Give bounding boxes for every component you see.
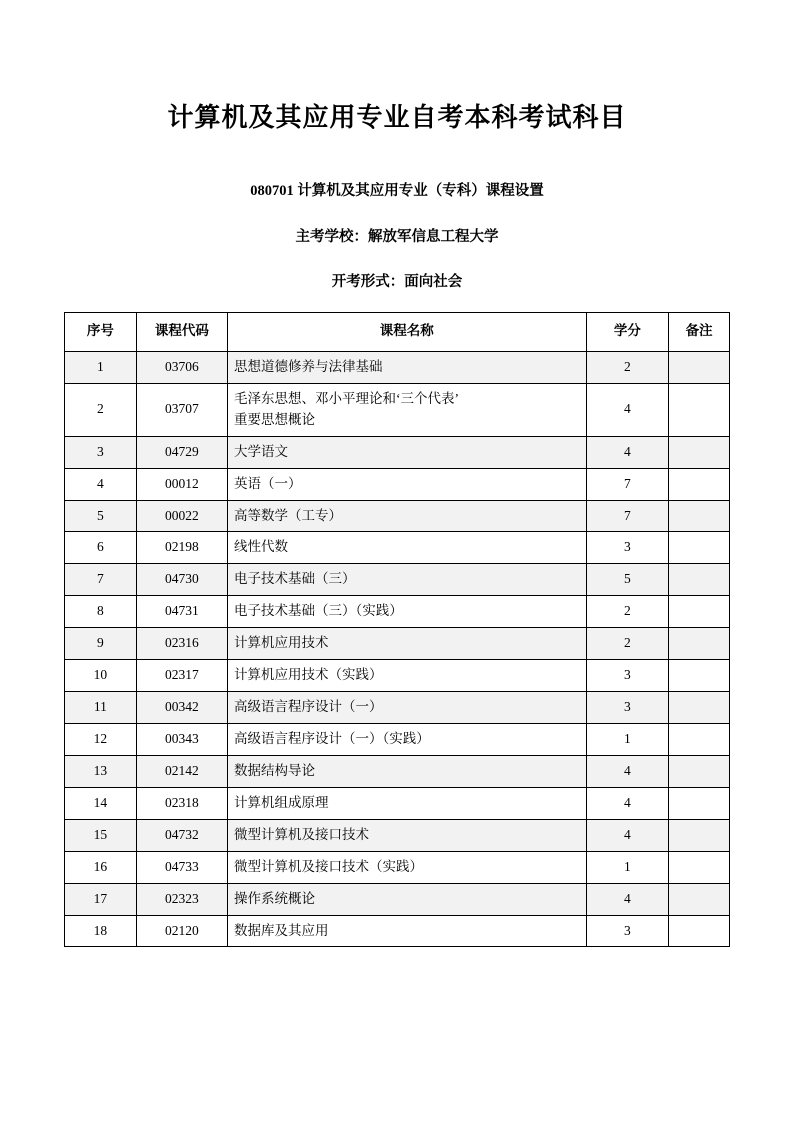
cell-course-code: 00343 [136,724,227,756]
course-name-line-1: 毛泽东思想、邓小平理论和‘三个代表’ [233,390,459,406]
cell-note [669,468,730,500]
cell-course-code: 04730 [136,564,227,596]
cell-note [669,596,730,628]
table-row [65,564,730,596]
cell-credit: 3 [586,915,669,947]
cell-note [669,500,730,532]
course-name-line-1: 高级语言程序设计（一）（实践） [233,731,430,747]
cell-course-name [227,660,586,692]
subtitle-exam-form: 开考形式：面向社会 [331,273,463,290]
table-row [65,883,730,915]
cell-credit: 7 [586,500,669,532]
cell-no: 11 [65,692,137,724]
table-row [65,436,730,468]
cell-no: 15 [65,819,137,851]
cell-note [669,724,730,756]
cell-course-code: 02316 [136,628,227,660]
table-row [65,532,730,564]
cell-credit: 7 [586,468,669,500]
cell-note [669,628,730,660]
cell-note [669,692,730,724]
cell-course-code: 02120 [136,915,227,947]
cell-credit: 3 [586,532,669,564]
cell-note [669,883,730,915]
cell-no: 7 [65,564,137,596]
cell-course-code: 02198 [136,532,227,564]
course-name-line-1: 数据库及其应用 [233,922,329,938]
cell-course-code: 00022 [136,500,227,532]
cell-course-code: 02142 [136,755,227,787]
cell-note [669,564,730,596]
cell-no: 6 [65,532,137,564]
course-name-line-1: 英语（一） [233,475,302,491]
cell-credit: 3 [586,692,669,724]
course-name-line-1: 思想道德修养与法律基础 [233,358,383,374]
table-row [65,628,730,660]
cell-note [669,915,730,947]
column-header-no: 序号 [65,312,137,351]
cell-credit: 5 [586,564,669,596]
cell-course-name [227,596,586,628]
cell-course-name [227,787,586,819]
cell-course-code: 00342 [136,692,227,724]
cell-note [669,351,730,383]
cell-course-name [227,500,586,532]
cell-note [669,787,730,819]
cell-course-name [227,819,586,851]
cell-no: 1 [65,351,137,383]
column-header-note: 备注 [669,312,730,351]
cell-note [669,755,730,787]
cell-no: 4 [65,468,137,500]
cell-course-code: 03707 [136,383,227,436]
cell-no: 13 [65,755,137,787]
course-name-line-1: 操作系统概论 [233,890,315,906]
cell-no: 14 [65,787,137,819]
table-row [65,755,730,787]
cell-course-code: 00012 [136,468,227,500]
table-row [65,724,730,756]
table-row [65,660,730,692]
cell-no: 3 [65,436,137,468]
table-row [65,819,730,851]
table-row [65,692,730,724]
cell-credit: 3 [586,660,669,692]
cell-note [669,383,730,436]
cell-credit: 4 [586,436,669,468]
table-header-row [65,312,730,351]
cell-course-code: 03706 [136,351,227,383]
course-name-line-1: 线性代数 [233,539,288,555]
cell-no: 18 [65,915,137,947]
course-name-line-1: 计算机组成原理 [233,794,329,810]
table-row [65,596,730,628]
column-header-name: 课程名称 [227,312,586,351]
cell-credit: 4 [586,755,669,787]
course-name-line-1: 电子技术基础（三）（实践） [233,603,403,619]
cell-credit: 1 [586,851,669,883]
cell-no: 8 [65,596,137,628]
cell-course-name [227,628,586,660]
cell-course-name [227,851,586,883]
course-name-line-1: 计算机应用技术（实践） [233,667,383,683]
table-row [65,500,730,532]
cell-course-name [227,724,586,756]
cell-course-code: 04732 [136,819,227,851]
cell-course-name [227,755,586,787]
course-name-line-1: 高级语言程序设计（一） [233,699,383,715]
cell-credit: 2 [586,596,669,628]
cell-no: 16 [65,851,137,883]
cell-note [669,819,730,851]
course-name-line-1: 高等数学（工专） [233,507,342,523]
course-name-line-2: 重要思想概论 [233,411,315,427]
cell-course-code: 04729 [136,436,227,468]
course-name-line-1: 微型计算机及接口技术（实践） [233,858,423,874]
cell-no: 10 [65,660,137,692]
cell-note [669,660,730,692]
cell-course-name [227,915,586,947]
cell-course-name [227,383,586,436]
course-name-line-1: 电子技术基础（三） [233,571,356,587]
cell-credit: 4 [586,883,669,915]
table-row [65,383,730,436]
table-row [65,915,730,947]
cell-note [669,436,730,468]
cell-no: 12 [65,724,137,756]
table-row [65,468,730,500]
cell-course-name [227,692,586,724]
cell-no: 17 [65,883,137,915]
table-row [65,351,730,383]
cell-credit: 1 [586,724,669,756]
course-name-line-1: 大学语文 [233,443,288,459]
cell-course-name [227,351,586,383]
cell-credit: 4 [586,787,669,819]
cell-course-code: 02317 [136,660,227,692]
table-row [65,787,730,819]
cell-credit: 4 [586,383,669,436]
cell-no: 2 [65,383,137,436]
cell-credit: 4 [586,819,669,851]
cell-course-code: 04733 [136,851,227,883]
course-name-line-1: 数据结构导论 [233,762,315,778]
cell-course-name [227,564,586,596]
cell-no: 5 [65,500,137,532]
subtitle-school: 主考学校：解放军信息工程大学 [295,228,499,245]
cell-credit: 2 [586,628,669,660]
cell-course-code: 04731 [136,596,227,628]
cell-course-name [227,532,586,564]
cell-course-name [227,468,586,500]
cell-course-code: 02318 [136,787,227,819]
table-row [65,851,730,883]
cell-course-name [227,436,586,468]
table-body [65,351,730,947]
course-name-line-1: 计算机应用技术 [233,635,329,651]
subtitle-program: 080701 计算机及其应用专业（专科）课程设置 [250,183,544,200]
course-table [64,312,730,948]
cell-note [669,532,730,564]
cell-course-name [227,883,586,915]
cell-credit: 2 [586,351,669,383]
course-name-line-1: 微型计算机及接口技术 [233,826,369,842]
cell-course-code: 02323 [136,883,227,915]
cell-no: 9 [65,628,137,660]
column-header-credit: 学分 [586,312,669,351]
page-title: 计算机及其应用专业自考本科考试科目 [167,103,627,132]
column-header-code: 课程代码 [136,312,227,351]
cell-note [669,851,730,883]
